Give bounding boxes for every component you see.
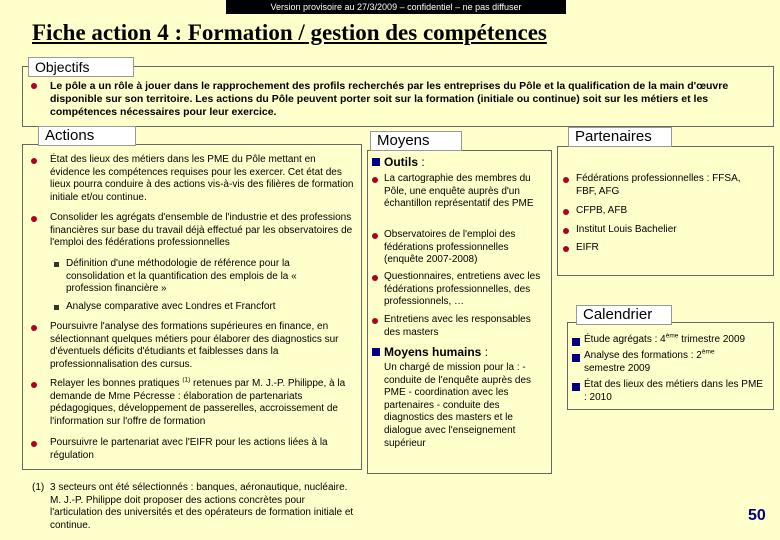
bullet-icon bbox=[372, 318, 378, 324]
action-item: Poursuivre le partenariat avec l'EIFR pour les actions liées à la régulation bbox=[50, 437, 328, 461]
humains-heading bbox=[384, 345, 488, 359]
bullet-icon bbox=[563, 228, 569, 234]
moyens-label: Moyens bbox=[370, 131, 462, 151]
partenaires-label: Partenaires bbox=[568, 127, 672, 147]
bullet-icon bbox=[31, 382, 37, 388]
bullet-icon bbox=[563, 209, 569, 215]
footnote: 3 secteurs ont été sélectionnés : banques, aéronautique, nucléaire. M. J.-P. Philippe doit proposer des actions concrètes pour l'articulation des universités et des opérateurs de formation initiale et continue. bbox=[50, 482, 354, 531]
calendrier-item-text: Étude agrégats : 4 bbox=[584, 334, 666, 345]
action-item bbox=[50, 378, 356, 428]
action-subitem: Analyse comparative avec Londres et Francfort bbox=[66, 301, 276, 312]
action-item-text: retenues par M. J.-P. Philippe, à la demande de Mme Pécresse : élaboration de partenariats pédagogiques, développement de passerelles, accroissement de l'information sur l'offre de formation bbox=[50, 378, 346, 427]
calendrier-item-text: Analyse des formations : 2 bbox=[584, 350, 702, 361]
objectifs-text: Le pôle a un rôle à jouer dans le rapprochement des profils recherchés par les entreprises du Pôle et la qualification de la main d'œuvre disponible sur son territoire. Les actions du Pôle peuvent porter soit sur la formation (initiale ou continue) soit sur les métiers et les compétences nécessaires pour leur exercice. bbox=[50, 80, 729, 118]
bullet-icon bbox=[563, 177, 569, 183]
footnote-ref: (1) bbox=[182, 376, 191, 384]
bullet-icon bbox=[31, 441, 37, 447]
actions-label: Actions bbox=[38, 126, 136, 146]
bullet-icon bbox=[372, 275, 378, 281]
partenaire-item: Fédérations professionnelles : FFSA, FBF, AFG bbox=[576, 173, 741, 197]
confidentiality-banner: Version provisoire au 27/3/2009 – confidentiel – ne pas diffuser bbox=[226, 0, 566, 14]
partenaire-item: CFPB, AFB bbox=[576, 205, 628, 216]
outil-item: Observatoires de l'emploi des fédérations professionnelles (enquête 2007-2008) bbox=[384, 229, 516, 266]
bullet-icon bbox=[563, 246, 569, 252]
bullet-icon bbox=[372, 233, 378, 239]
calendrier-label: Calendrier bbox=[576, 305, 672, 325]
action-item: État des lieux des métiers dans les PME du Pôle mettant en évidence les compétences requises pour les exercer. Cet état des lieux pourra conduire à des actions vis-à-vis des filières de formation initiale et/ou continue. bbox=[50, 154, 354, 203]
page-number: 50 bbox=[748, 507, 766, 524]
objectifs-label: Objectifs bbox=[28, 57, 134, 77]
bullet-icon bbox=[31, 158, 37, 164]
outil-item: Questionnaires, entretiens avec les fédérations professionnelles, des professionnels, … bbox=[384, 271, 541, 308]
bullet-icon bbox=[31, 325, 37, 331]
calendrier-item-text: État des lieux des métiers dans les PME : 2010 bbox=[584, 379, 763, 403]
square-bullet-icon bbox=[54, 305, 59, 310]
square-bullet-icon bbox=[572, 354, 580, 362]
outils-label: Outils bbox=[384, 155, 419, 169]
bullet-icon bbox=[372, 177, 378, 183]
square-bullet-icon bbox=[54, 262, 59, 267]
square-bullet-icon bbox=[572, 383, 580, 391]
outils-colon: : bbox=[418, 155, 425, 169]
calendrier-item-text: trimestre 2009 bbox=[678, 334, 746, 345]
humains-text: Un chargé de mission pour la : - conduite de l'enquête auprès des PME - coordination avec les partenaires - conduite des diagnostics des masters et le dialogue avec l'enseignement supérieur bbox=[384, 362, 532, 449]
square-bullet-icon bbox=[372, 158, 380, 166]
action-item: Poursuivre l'analyse des formations supérieures en finance, en sélectionnant quelques métiers pour élaborer des diagnostics sur d'éventuels déficits d'étudiants et faiblesses dans la professionnalisation des cursus. bbox=[50, 321, 339, 370]
calendrier-item bbox=[584, 379, 768, 404]
footnote-marker: (1) bbox=[32, 482, 45, 493]
action-item: Consolider les agrégats d'ensemble de l'industrie et des professions financières sur base du travail déjà effectué par les observatoires de l'emploi des fédérations professionnelles bbox=[50, 212, 353, 249]
action-item-text: Relayer les bonnes pratiques bbox=[50, 378, 180, 389]
partenaire-item: EIFR bbox=[576, 242, 599, 253]
action-subitem: Définition d'une méthodologie de référence pour la consolidation et la quantification des emplois de la « profession financière » bbox=[66, 258, 297, 295]
calendrier-item-sup: ème bbox=[665, 332, 679, 340]
calendrier-item-text: semestre 2009 bbox=[584, 362, 651, 374]
calendrier-item bbox=[584, 350, 744, 375]
calendrier-item bbox=[584, 334, 768, 347]
outils-heading bbox=[384, 155, 425, 169]
bullet-icon bbox=[31, 216, 37, 222]
partenaire-item: Institut Louis Bachelier bbox=[576, 224, 677, 235]
square-bullet-icon bbox=[372, 348, 380, 356]
outil-item: La cartographie des membres du Pôle, une enquête auprès d'un échantillon représentatif des PME bbox=[384, 173, 534, 210]
outil-item: Entretiens avec les responsables des masters bbox=[384, 314, 531, 338]
bullet-icon bbox=[31, 83, 37, 89]
calendrier-item-sup: ème bbox=[701, 348, 715, 356]
square-bullet-icon bbox=[572, 338, 580, 346]
humains-label: Moyens humains bbox=[384, 345, 482, 359]
page-title: Fiche action 4 : Formation / gestion des compétences bbox=[32, 20, 547, 45]
humains-colon: : bbox=[481, 345, 489, 359]
